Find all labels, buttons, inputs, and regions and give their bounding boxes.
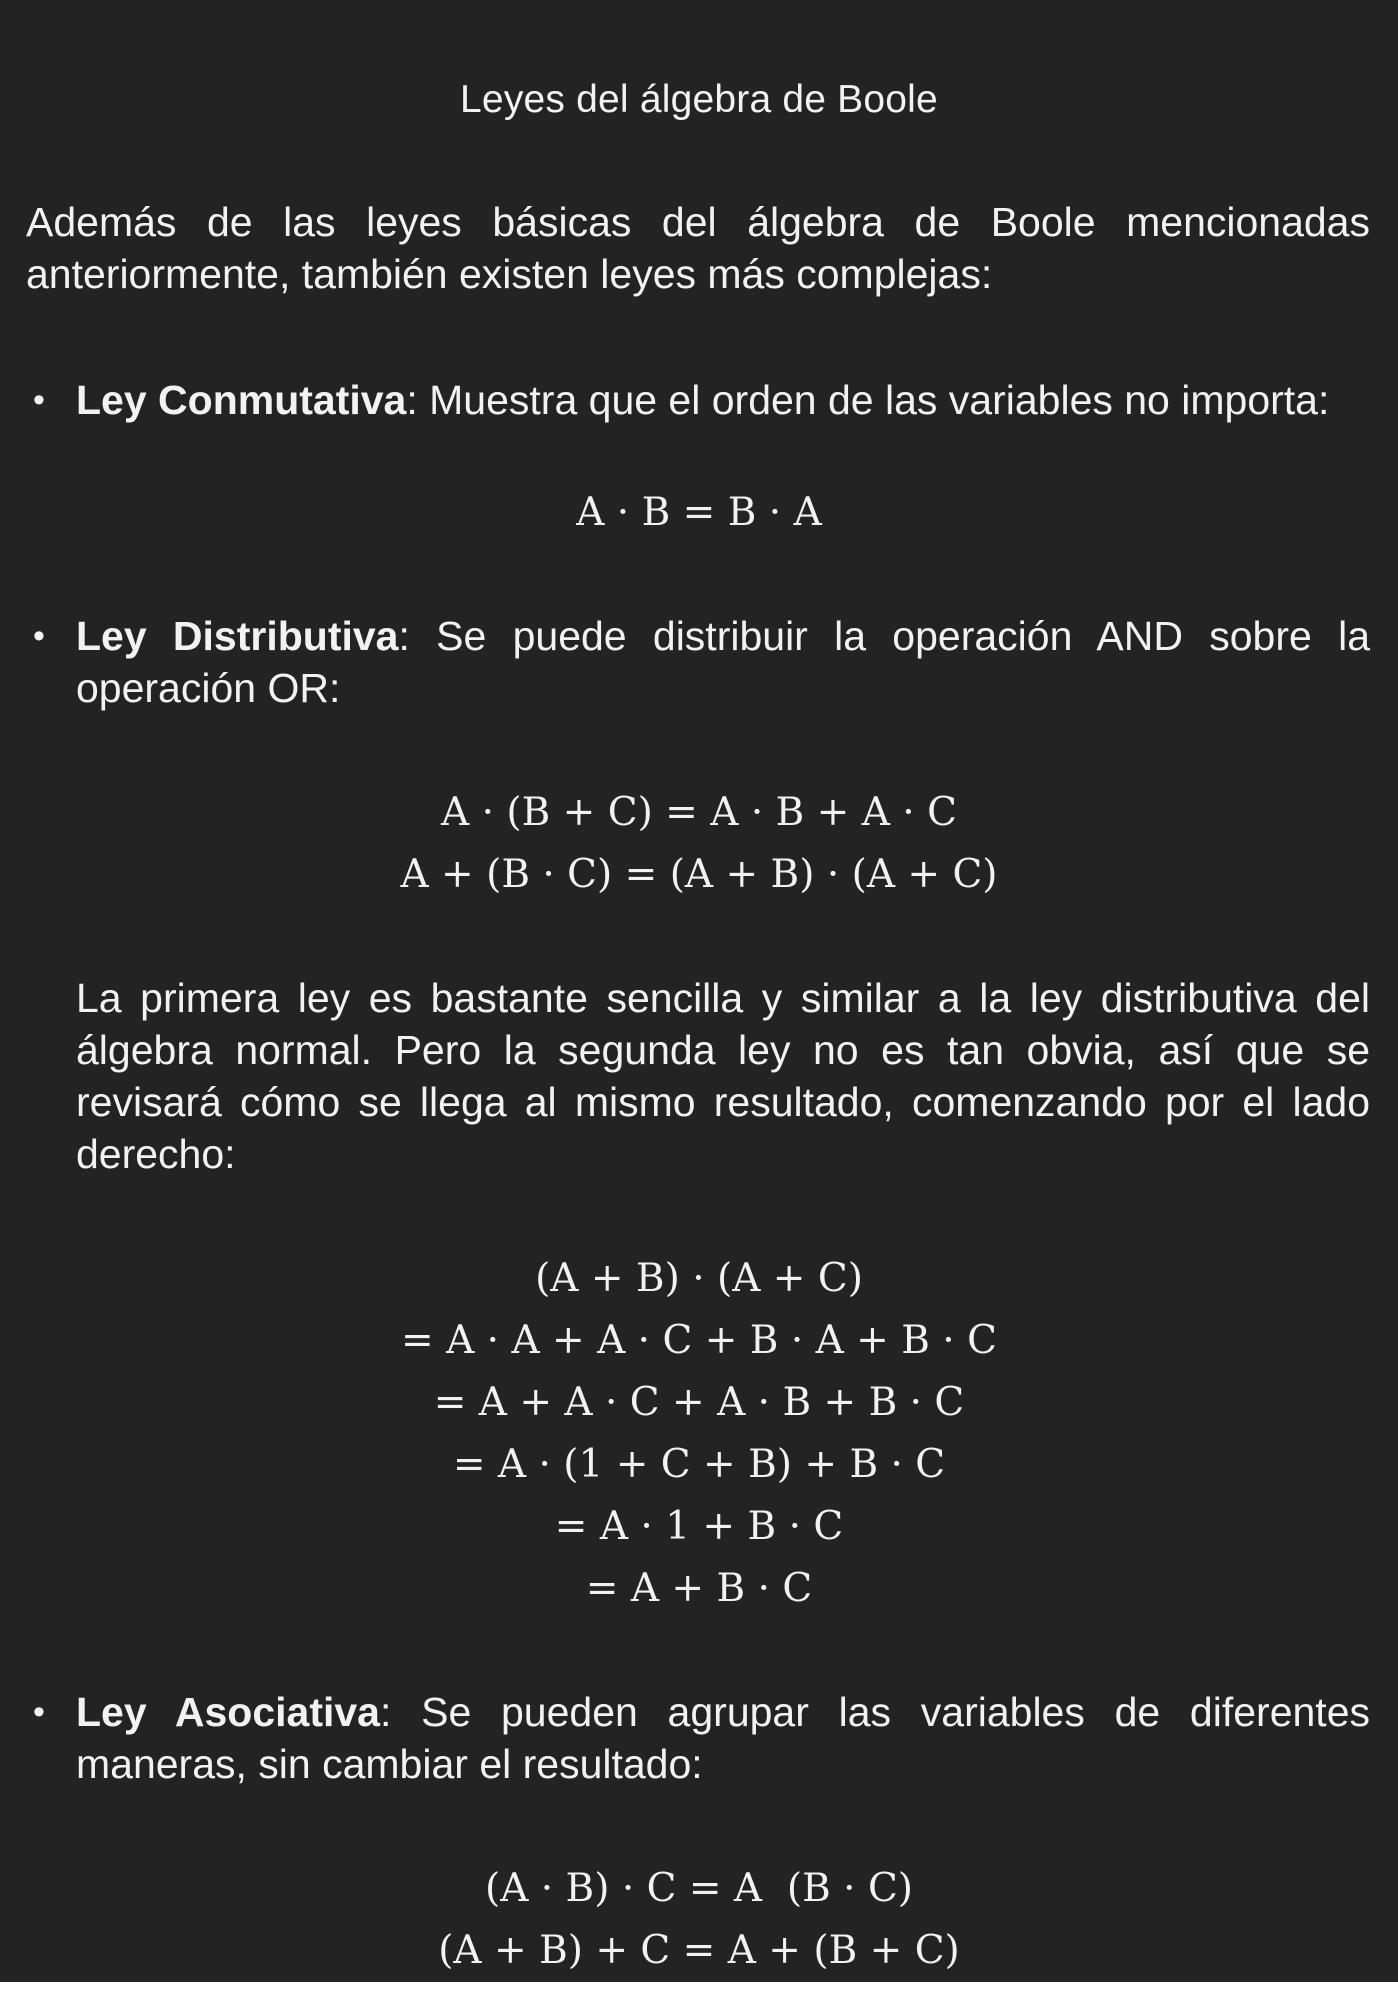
derivation-step: = A · 1 + B · C — [554, 1504, 844, 1549]
equation-associative-1: (A · B) · C = A (B · C) — [484, 1866, 914, 1911]
law-commutative-description: Muestra que el orden de las variables no importa: — [417, 377, 1330, 423]
derivation-step: (A + B) · (A + C) — [535, 1256, 863, 1301]
derivation-step: = A + B · C — [585, 1566, 813, 1611]
law-distributive-item — [76, 610, 1370, 714]
derivation-step: = A · (1 + C + B) + B · C — [452, 1442, 946, 1487]
law-associative-name: Ley Asociativa — [76, 1689, 380, 1735]
law-distributive-name: Ley Distributiva — [76, 613, 399, 659]
law-distributive-separator: : — [398, 613, 410, 659]
derivation-step: = A · A + A · C + B · A + B · C — [401, 1318, 997, 1363]
law-commutative-item — [76, 374, 1370, 426]
bullet-icon: • — [33, 617, 45, 655]
law-associative-description: Se pueden agrupar las variables de diferentes maneras, sin cambiar el resultado: — [76, 1689, 1370, 1787]
equation-distributive-2: A + (B · C) = (A + B) · (A + C) — [400, 852, 998, 897]
derivation-step: = A + A · C + A · B + B · C — [433, 1380, 965, 1425]
bullet-icon: • — [33, 1693, 45, 1731]
page-title: Leyes del álgebra de Boole — [460, 78, 938, 121]
distributive-explanation: La primera ley es bastante sencilla y similar a la ley distributiva del álgebra normal. Pero la segunda ley no es tan obvia, así que se revisará cómo se llega al mismo resultado, comenzando por el lado derecho: — [76, 975, 1370, 1177]
law-commutative-name: Ley Conmutativa — [76, 377, 407, 423]
law-commutative-separator: : — [406, 377, 418, 423]
law-associative-separator: : — [379, 1689, 392, 1735]
equation-distributive-1: A · (B + C) = A · B + A · C — [441, 790, 957, 835]
bullet-icon: • — [33, 381, 45, 419]
law-distributive-description: Se puede distribuir la operación AND sobre la operación OR: — [76, 613, 1370, 711]
page-bottom-edge — [0, 1982, 1398, 2000]
equation-commutative: A · B = B · A — [576, 490, 822, 535]
equation-associative-2: (A + B) + C = A + (B + C) — [438, 1928, 960, 1973]
intro-paragraph: Además de las leyes básicas del álgebra de Boole mencionadas anteriormente, también existen leyes más complejas: — [26, 199, 1370, 297]
law-associative-item — [76, 1686, 1370, 1790]
